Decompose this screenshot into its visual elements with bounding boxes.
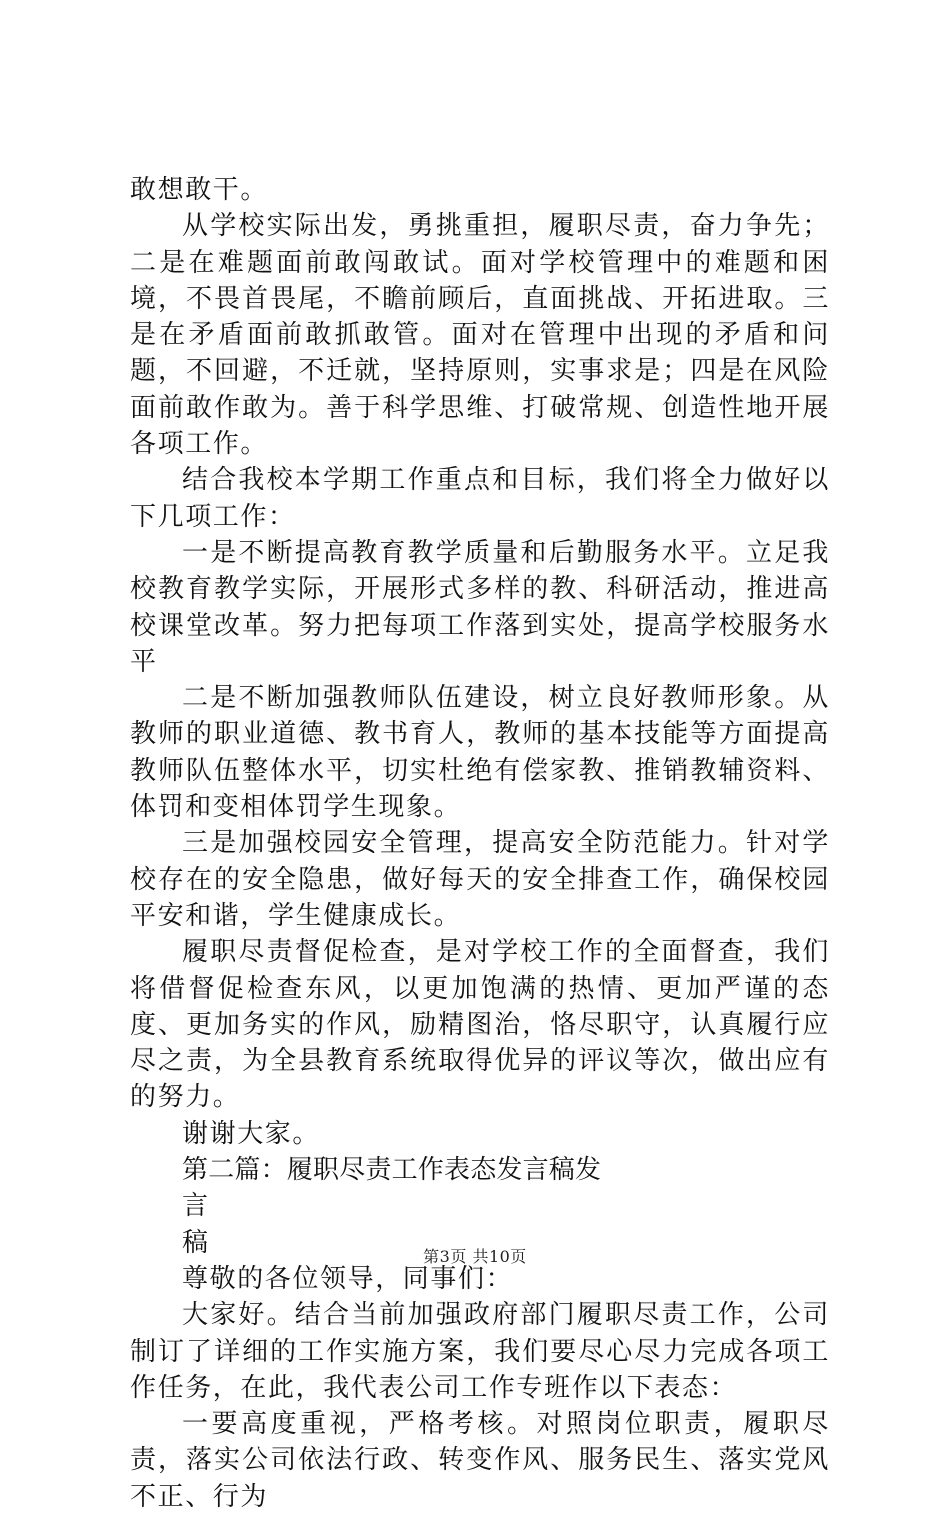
heading-fragment-yan: 言 — [182, 1191, 210, 1222]
paragraph-work-goals: 结合我校本学期工作重点和目标，我们将全力做好以下几项工作： — [130, 465, 830, 532]
paragraph-school-practice: 从学校实际出发，勇挑重担，履职尽责，奋力争先；二是在难题面前敢闯敢试。面对学校管理中的难题和困境，不畏首畏尾，不瞻前顾后，直面挑战、开拓进取。三是在矛盾面前敢抓敢管。面对在管理中出现的矛盾和问题，不回避，不迁就，坚持原则，实事求是；四是在风险面前敢作敢为。善于科学思维、打破常规、创造性地开展各项工作。 — [130, 211, 830, 460]
paragraph-commitment-one: 一要高度重视，严格考核。对照岗位职责，履职尽责，落实公司依法行政、转变作风、服务民生、落实党风不正、行为 — [130, 1409, 830, 1512]
paragraph-inspection: 履职尽责督促检查，是对学校工作的全面督查，我们将借督促检查东风，以更加饱满的热情、更加严谨的态度、更加务实的作风，励精图治，恪尽职守，认真履行应尽之责，为全县教育系统取得优异的评议等次，做出应有的努力。 — [130, 937, 830, 1113]
heading-fragment-gao: 稿 — [182, 1227, 210, 1258]
paragraph-item-one: 一是不断提高教育教学质量和后勤服务水平。立足我校教育教学实际，开展形式多样的教、科研活动，推进高校课堂改革。努力把每项工作落到实处，提高学校服务水平 — [130, 537, 830, 677]
paragraph-item-two: 二是不断加强教师队伍建设，树立良好教师形象。从教师的职业道德、教书育人，教师的基本技能等方面提高教师队伍整体水平，切实杜绝有偿家教、推销教辅资料、体罚和变相体罚学生现象。 — [130, 683, 830, 823]
section-heading: 第二篇：履职尽责工作表态发言稿发 — [182, 1155, 602, 1186]
paragraph-continuation: 敢想敢干。 — [130, 175, 269, 205]
salutation: 尊敬的各位领导，同事们： — [182, 1263, 514, 1294]
paragraph-item-three: 三是加强校园安全管理，提高安全防范能力。针对学校存在的安全隐患，做好每天的安全排查工作，确保校园平安和谐，学生健康成长。 — [130, 828, 830, 931]
page-number-footer: 第3页 共10页 — [423, 1247, 527, 1266]
document-body — [130, 172, 830, 1515]
paragraph-greeting: 大家好。结合当前加强政府部门履职尽责工作，公司制订了详细的工作实施方案，我们要尽心尽力完成各项工作任务，在此，我代表公司工作专班作以下表态： — [130, 1300, 830, 1403]
paragraph-thanks: 谢谢大家。 — [182, 1118, 321, 1149]
